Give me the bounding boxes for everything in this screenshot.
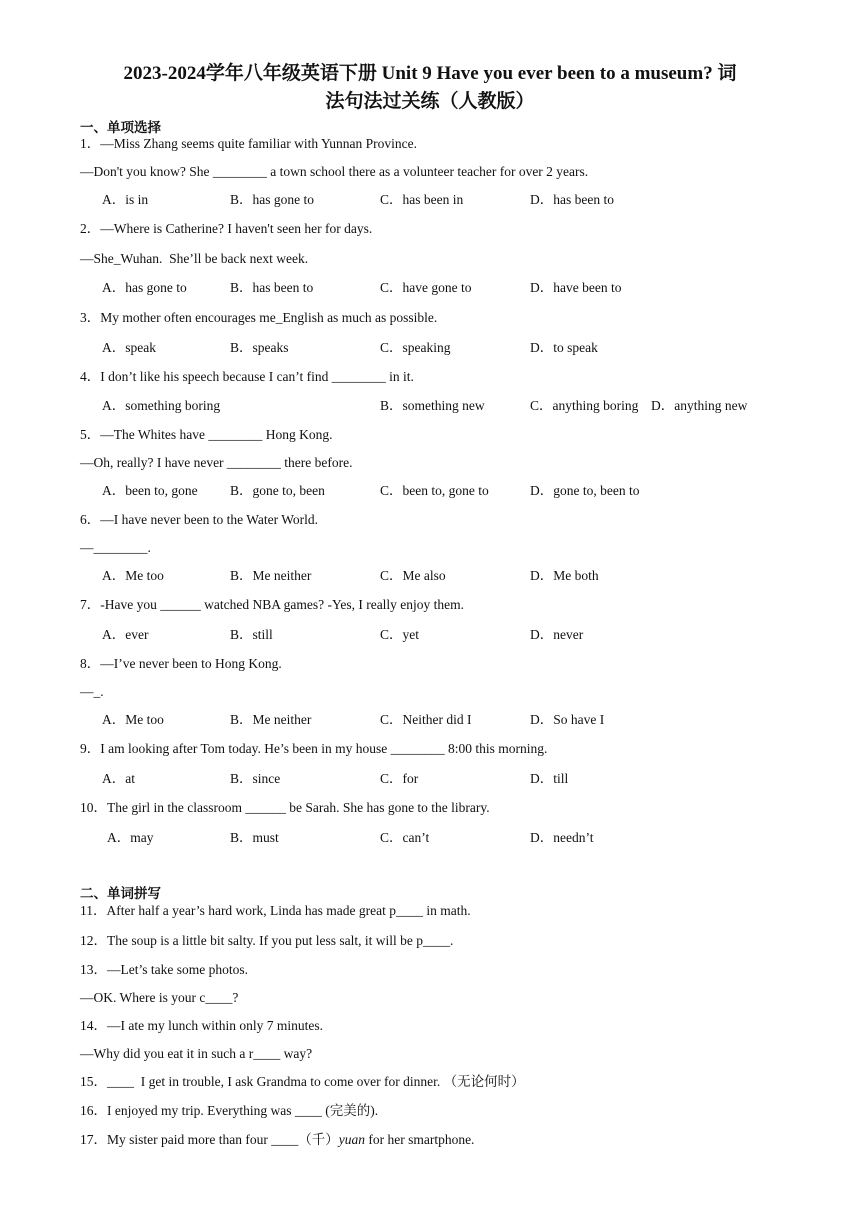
question-4-option-c[interactable]: C．anything boring (530, 398, 639, 413)
question-8-stem: 8．—I’ve never been to Hong Kong. (80, 656, 282, 671)
question-8-option-b[interactable]: B．Me neither (230, 712, 312, 727)
question-17-text-post: for her smartphone. (364, 1132, 475, 1147)
question-3-stem: 3．My mother often encourages me_English as much as possible. (80, 310, 438, 325)
question-17 (80, 1131, 474, 1149)
section-heading-multiple-choice: 一、单项选择 (80, 120, 161, 136)
question-6-option-c[interactable]: C．Me also (380, 568, 446, 583)
question-10-option-c[interactable]: C．can’t (380, 830, 430, 845)
question-11: 11．After half a year’s hard work, Linda has made great p____ in math. (80, 903, 471, 918)
question-3-option-a[interactable]: A．speak (102, 340, 156, 355)
question-8-option-c[interactable]: C．Neither did I (380, 712, 472, 727)
question-14-stem: 14．—I ate my lunch within only 7 minutes. (80, 1018, 323, 1033)
question-16: 16．I enjoyed my trip. Everything was ____ (完美的). (80, 1103, 379, 1118)
question-2-option-b[interactable]: B．has been to (230, 280, 314, 295)
question-7-option-c[interactable]: C．yet (380, 627, 419, 642)
question-5-stem: 5．—The Whites have ________ Hong Kong. (80, 427, 333, 442)
question-6-option-a[interactable]: A．Me too (102, 568, 164, 583)
question-2-stem-2: —She_Wuhan. She’ll be back next week. (80, 251, 309, 266)
question-12: 12．The soup is a little bit salty. If you put less salt, it will be p____. (80, 933, 454, 948)
question-1-stem: 1．—Miss Zhang seems quite familiar with Yunnan Province. (80, 136, 417, 151)
question-17-text-pre: 17．My sister paid more than four ____（千） (80, 1132, 339, 1147)
question-3-option-b[interactable]: B．speaks (230, 340, 289, 355)
question-10-stem: 10．The girl in the classroom ______ be Sarah. She has gone to the library. (80, 800, 490, 815)
question-10-option-a[interactable]: A．may (107, 830, 154, 845)
question-6-stem: 6．—I have never been to the Water World. (80, 512, 318, 527)
question-15: 15．____ I get in trouble, I ask Grandma to come over for dinner. （无论何时） (80, 1074, 525, 1089)
question-4-option-a[interactable]: A．something boring (102, 398, 221, 413)
question-8-option-d[interactable]: D．So have I (530, 712, 605, 727)
question-7-option-d[interactable]: D．never (530, 627, 584, 642)
question-6-option-b[interactable]: B．Me neither (230, 568, 312, 583)
question-6-option-d[interactable]: D．Me both (530, 568, 599, 583)
question-9-option-d[interactable]: D．till (530, 771, 569, 786)
section-heading-spelling: 二、单词拼写 (80, 886, 161, 902)
question-4-option-d[interactable]: D．anything new (651, 398, 748, 413)
question-9-option-b[interactable]: B．since (230, 771, 281, 786)
page-title-line2: 法句法过关练（人教版） (325, 91, 535, 112)
question-13-stem: 13．—Let’s take some photos. (80, 962, 248, 977)
question-6-stem-2: —________. (80, 540, 151, 555)
question-8-option-a[interactable]: A．Me too (102, 712, 164, 727)
question-13-stem-2: —OK. Where is your c____? (80, 990, 239, 1005)
question-2-option-a[interactable]: A．has gone to (102, 280, 187, 295)
question-9-stem: 9．I am looking after Tom today. He’s been in my house ________ 8:00 this morning. (80, 741, 548, 756)
question-10-option-b[interactable]: B．must (230, 830, 279, 845)
question-7-option-a[interactable]: A．ever (102, 627, 149, 642)
question-1-option-a[interactable]: A．is in (102, 192, 149, 207)
question-2-option-c[interactable]: C．have gone to (380, 280, 472, 295)
question-3-option-d[interactable]: D．to speak (530, 340, 598, 355)
question-4-stem: 4．I don’t like his speech because I can’t find ________ in it. (80, 369, 414, 384)
question-2-option-d[interactable]: D．have been to (530, 280, 622, 295)
question-9-option-c[interactable]: C．for (380, 771, 419, 786)
question-1-option-c[interactable]: C．has been in (380, 192, 464, 207)
question-1-option-b[interactable]: B．has gone to (230, 192, 314, 207)
question-8-stem-2: —_. (80, 684, 104, 699)
question-1-option-d[interactable]: D．has been to (530, 192, 614, 207)
question-5-stem-2: —Oh, really? I have never ________ there before. (80, 455, 353, 470)
question-5-option-c[interactable]: C．been to, gone to (380, 483, 489, 498)
question-5-option-a[interactable]: A．been to, gone (102, 483, 198, 498)
question-4-option-b[interactable]: B．something new (380, 398, 485, 413)
question-17-yuan: yuan (338, 1132, 365, 1147)
question-7-option-b[interactable]: B．still (230, 627, 273, 642)
question-14-stem-2: —Why did you eat it in such a r____ way? (80, 1046, 313, 1061)
question-5-option-b[interactable]: B．gone to, been (230, 483, 325, 498)
question-7-stem: 7．-Have you ______ watched NBA games? -Yes, I really enjoy them. (80, 597, 465, 612)
question-10-option-d[interactable]: D．needn’t (530, 830, 594, 845)
question-9-option-a[interactable]: A．at (102, 771, 135, 786)
question-3-option-c[interactable]: C．speaking (380, 340, 451, 355)
question-2-stem: 2．—Where is Catherine? I haven't seen her for days. (80, 221, 373, 236)
question-5-option-d[interactable]: D．gone to, been to (530, 483, 640, 498)
page-title-line1: 2023-2024学年八年级英语下册 Unit 9 Have you ever been to a museum? 词 (123, 63, 737, 84)
question-1-stem-2: —Don't you know? She ________ a town school there as a volunteer teacher for over 2 years. (80, 164, 589, 179)
